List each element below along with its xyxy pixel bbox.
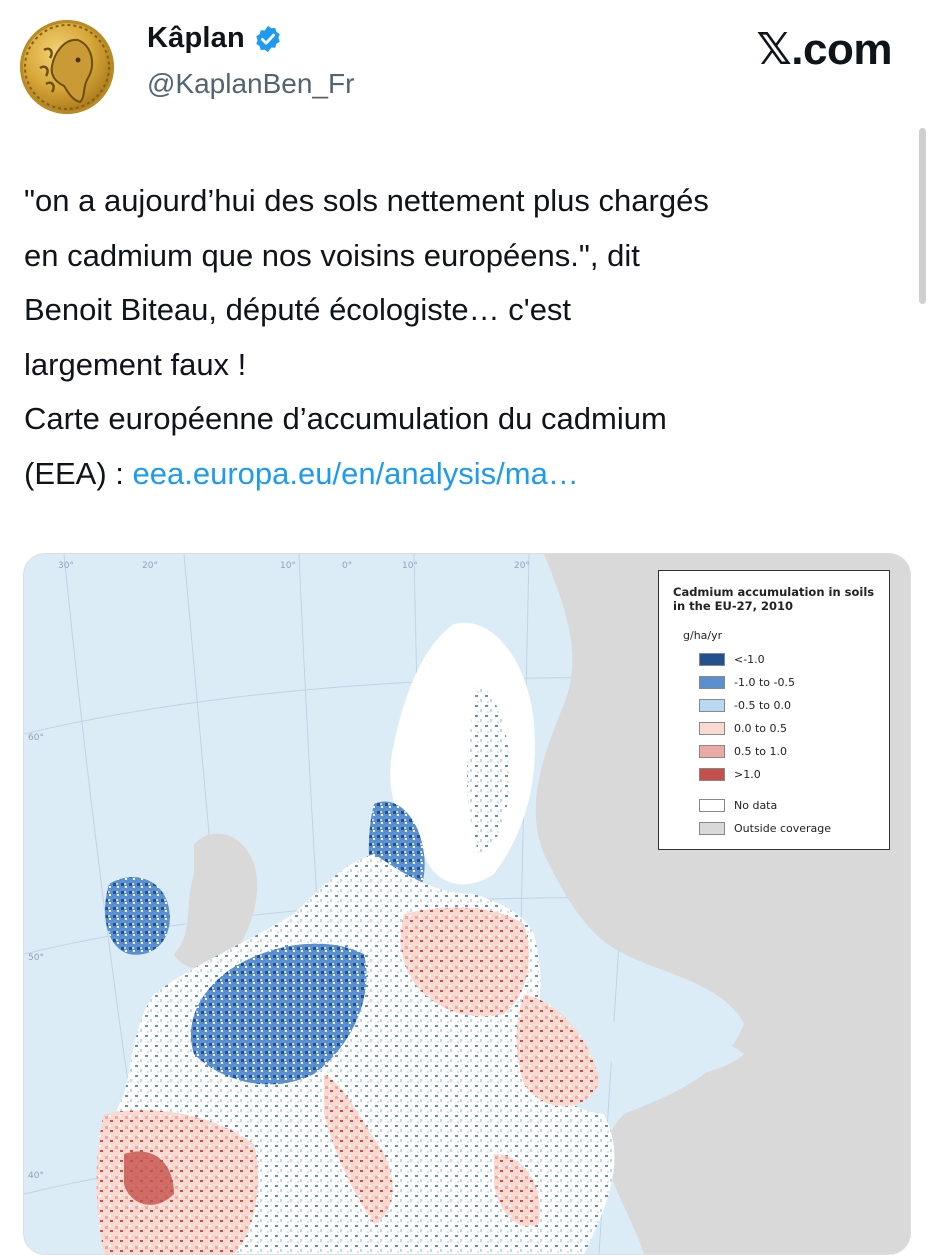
legend-label: Outside coverage: [734, 822, 832, 835]
legend-swatch: [699, 768, 725, 781]
legend-item: [699, 822, 831, 835]
graticule-label: 10°: [402, 561, 418, 571]
map-legend: [658, 570, 890, 850]
tweet-line: Benoit Biteau, député écologiste… c'est: [24, 292, 572, 327]
tweet-line-last: [24, 447, 914, 502]
legend-item: [699, 676, 795, 689]
x-logo: 𝕏.com: [756, 25, 892, 74]
graticule-label: 50°: [28, 953, 44, 963]
tweet-line: en cadmium que nos voisins européens.", dit: [24, 237, 640, 273]
legend-swatch: [699, 676, 725, 689]
legend-label: -1.0 to -0.5: [734, 676, 795, 689]
legend-swatch: [699, 822, 725, 835]
legend-item: [699, 699, 791, 712]
legend-swatch: [699, 745, 725, 758]
coin-portrait-icon: [20, 20, 114, 114]
legend-label: <-1.0: [734, 653, 765, 666]
legend-item: [699, 768, 761, 781]
graticule-label: 0°: [342, 561, 353, 571]
legend-label: 0.0 to 0.5: [734, 722, 788, 735]
graticule-label: 40°: [28, 1171, 44, 1181]
legend-swatch: [699, 653, 725, 666]
tweet-line: "on a aujourd’hui des sols nettement plus chargés: [24, 183, 709, 218]
tweet-text: [24, 174, 914, 501]
author-display-name[interactable]: Kâplan: [147, 22, 245, 54]
legend-item: [699, 799, 777, 812]
legend-swatch: [699, 722, 725, 735]
tweet-link[interactable]: eea.europa.eu/en/analysis/ma…: [132, 455, 579, 491]
tweet-media-map[interactable]: [23, 553, 911, 1255]
legend-label: No data: [734, 799, 778, 812]
graticule-label: 30°: [58, 561, 74, 571]
legend-item: [699, 722, 787, 735]
author-handle[interactable]: @KaplanBen_Fr: [147, 68, 355, 99]
graticule-label: 60°: [28, 733, 44, 743]
legend-swatch: [699, 799, 725, 812]
verified-badge-icon: [253, 24, 283, 54]
legend-label: -0.5 to 0.0: [734, 699, 791, 712]
legend-item: [699, 653, 765, 666]
tweet-line: Carte européenne d’accumulation du cadmium: [24, 401, 667, 436]
legend-item: [699, 745, 787, 758]
tweet-line: largement faux !: [24, 346, 247, 382]
author-name-row[interactable]: [147, 22, 283, 55]
legend-title: Cadmium accumulation in soils in the EU-27, 2010: [673, 585, 875, 613]
scrollbar[interactable]: [919, 128, 926, 304]
graticule-label: 20°: [514, 561, 530, 571]
graticule-label: 20°: [142, 561, 158, 571]
legend-swatch: [699, 699, 725, 712]
legend-unit: g/ha/yr: [683, 629, 723, 642]
graticule-label: 10°: [280, 561, 296, 571]
tweet-line-prefix: (EEA) :: [24, 455, 133, 491]
avatar[interactable]: [20, 20, 114, 114]
legend-label: 0.5 to 1.0: [734, 745, 788, 758]
legend-label: >1.0: [734, 768, 761, 781]
